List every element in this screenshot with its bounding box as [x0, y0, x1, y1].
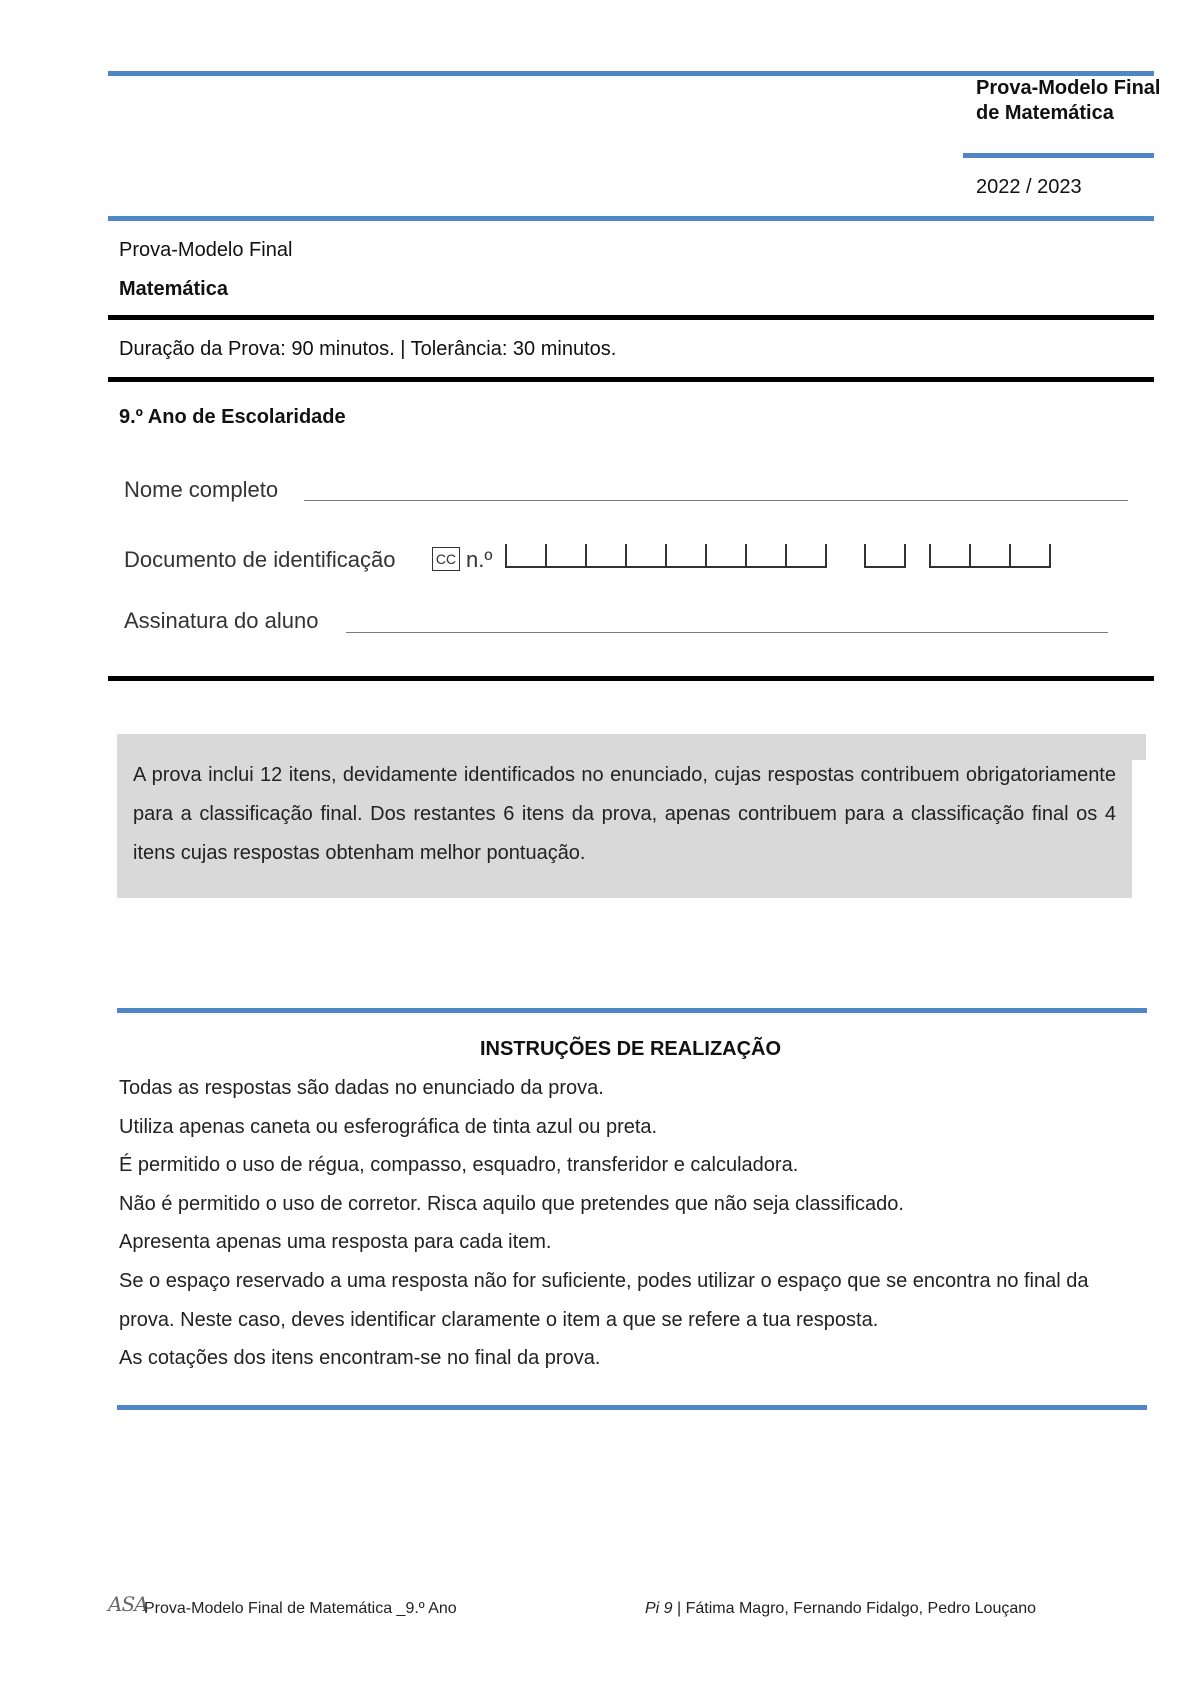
instructions-list [119, 1069, 1149, 1378]
instruction-item: Utiliza apenas caneta ou esferográfica de tinta azul ou preta. [119, 1115, 658, 1138]
header-title-rule [963, 153, 1154, 158]
instruction-item: Se o espaço reservado a uma resposta não for suficiente, podes utilizar o espaço que se encontra no final da prova. Neste caso, deves identificar claramente o item a que se refere a tua resposta. [119, 1269, 1089, 1331]
id-version-field[interactable] [929, 544, 1051, 568]
form-bottom-rule [108, 676, 1154, 681]
name-field[interactable] [304, 500, 1128, 501]
exam-name: Prova-Modelo Final [119, 239, 293, 261]
name-label: Nome completo [124, 477, 279, 502]
duration: Duração da Prova: 90 minutos. | Tolerância: 30 minutos. [119, 338, 617, 360]
id-check-digit-field[interactable] [864, 544, 906, 568]
instructions-bottom-rule [117, 1405, 1147, 1410]
instructions-title: INSTRUÇÕES DE REALIZAÇÃO [479, 1038, 782, 1060]
signature-label: Assinatura do aluno [124, 608, 319, 633]
id-number-label: n.º [466, 547, 493, 572]
id-number-field[interactable] [505, 544, 827, 568]
instructions-top-rule [117, 1008, 1147, 1013]
publisher-logo: ASA [108, 1592, 148, 1616]
header-bottom-rule [108, 216, 1154, 221]
id-type-box: CC [432, 547, 460, 571]
instruction-item: Apresenta apenas uma resposta para cada item. [119, 1231, 552, 1254]
divider-1 [108, 315, 1154, 320]
instruction-item: Todas as respostas são dadas no enunciado da prova. [119, 1077, 604, 1099]
footer-title: Prova-Modelo Final de Matemática _9.º Ano [144, 1600, 457, 1617]
header-year: 2022 / 2023 [976, 176, 1082, 198]
header-title: Prova-Modelo Final de Matemática [976, 77, 1161, 124]
subject: Matemática [119, 278, 228, 300]
instruction-item: Não é permitido o uso de corretor. Risca aquilo que pretendes que não seja classificado. [119, 1192, 904, 1215]
instruction-item: É permitido o uso de régua, compasso, esquadro, transferidor e calculadora. [119, 1154, 799, 1177]
signature-field[interactable] [346, 632, 1108, 633]
notice-box-tab [1132, 734, 1146, 760]
id-label: Documento de identificação [124, 547, 396, 572]
instruction-item: As cotações dos itens encontram-se no final da prova. [119, 1347, 601, 1370]
footer-authors: | Fátima Magro, Fernando Fidalgo, Pedro Louçano [672, 1600, 1037, 1617]
notice-box: A prova inclui 12 itens, devidamente identificados no enunciado, cujas respostas contribuem obrigatoriamente para a classificação final. Dos restantes 6 itens da prova, apenas contribuem para a classificação final os 4 itens cujas respostas obtenham melhor pontuação. [117, 734, 1132, 898]
footer-page-number: Pi 9 [645, 1600, 673, 1617]
divider-2 [108, 377, 1154, 382]
footer-authors-line [645, 1600, 1036, 1618]
grade-level: 9.º Ano de Escolaridade [119, 406, 346, 428]
